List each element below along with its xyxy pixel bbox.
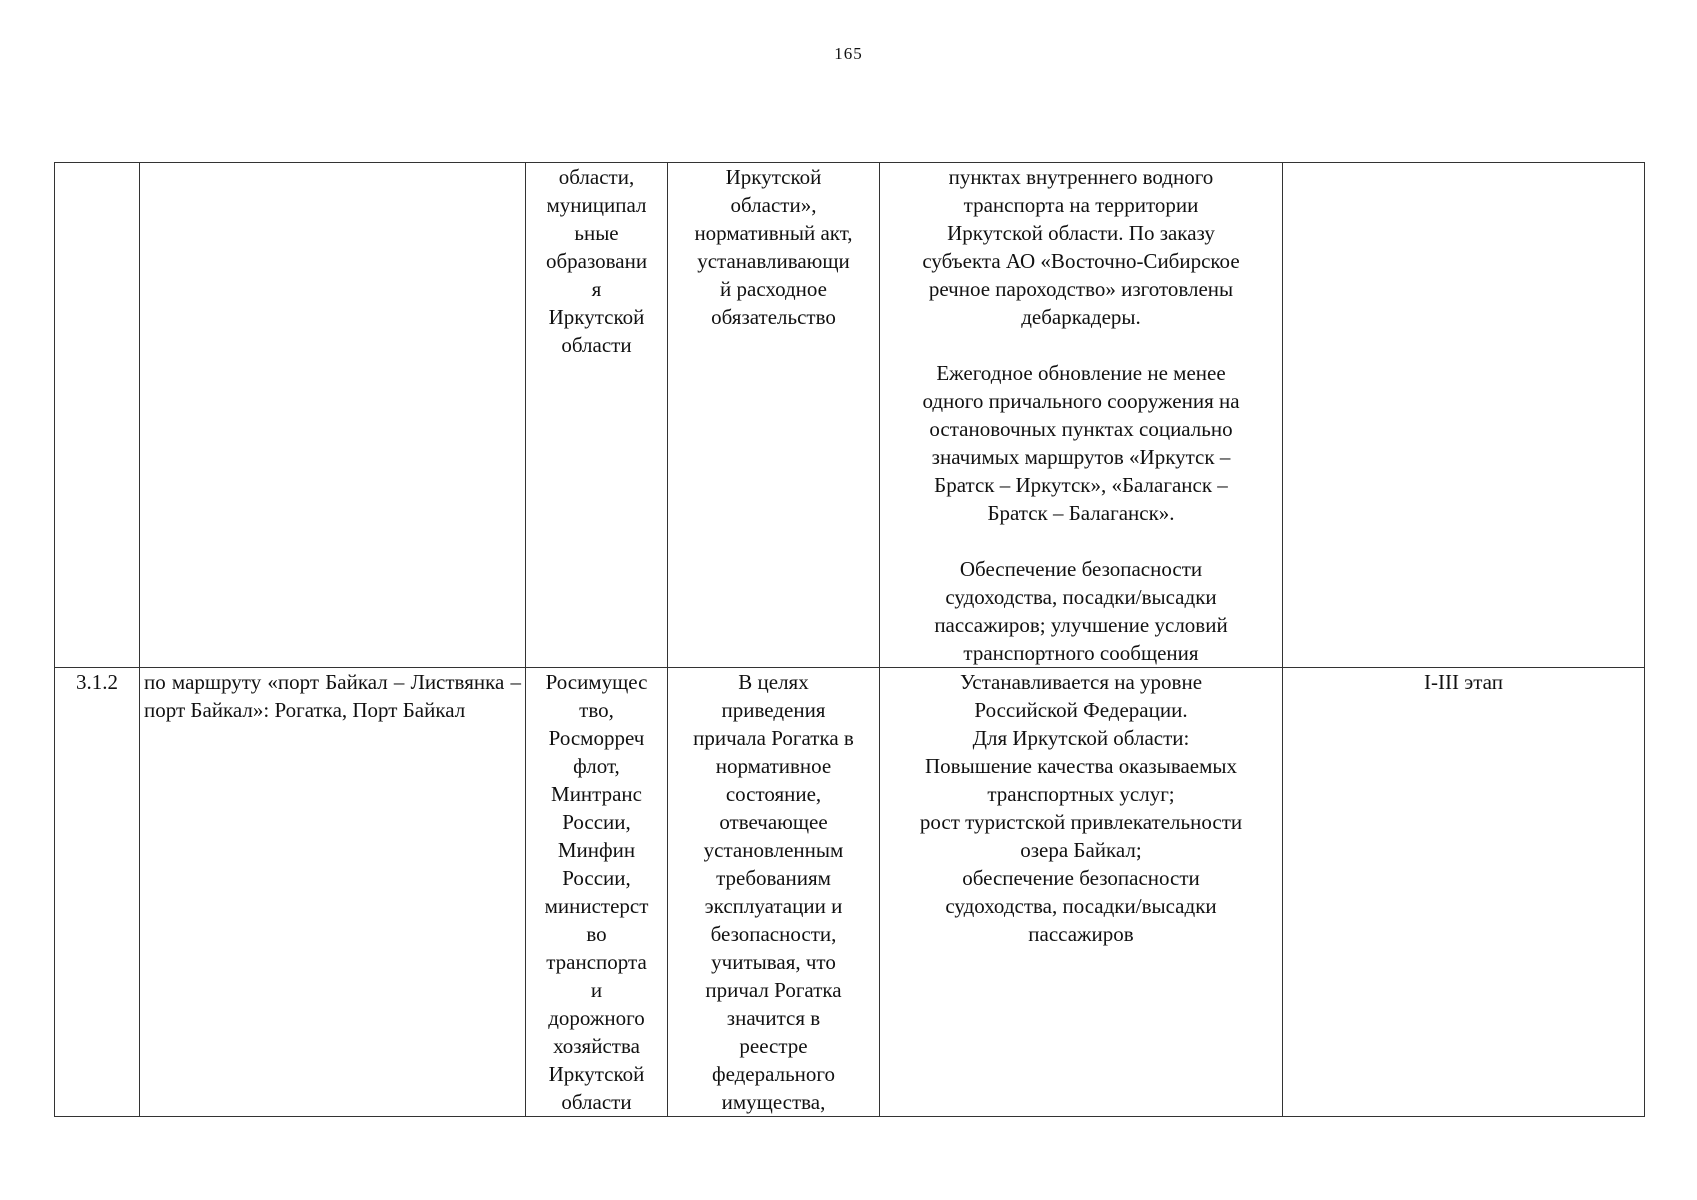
cell-legal-basis: В целях приведения причала Рогатка в нормативное состояние, отвечающее установленным требованиям эксплуатации и безопасности, учитывая, что причал Рогатка значится в реестре федерального имущества, bbox=[668, 668, 880, 1117]
cell-stage bbox=[1283, 163, 1645, 668]
cell-number bbox=[55, 163, 140, 668]
cell-measure-name bbox=[140, 163, 526, 668]
page-number: 165 bbox=[834, 44, 863, 63]
cell-legal-basis: Иркутской области», нормативный акт, устанавливающи й расходное обязательство bbox=[668, 163, 880, 668]
table-row bbox=[55, 668, 1645, 1117]
cell-expected-result bbox=[880, 163, 1283, 668]
result-paragraph: Ежегодное обновление не менее одного причального сооружения на остановочных пунктах социально значимых маршрутов «Иркутск – Братск – Иркутск», «Балаганск – Братск – Балаганск». bbox=[922, 361, 1240, 525]
table-row bbox=[55, 163, 1645, 668]
cell-executor: области, муниципал ьные образовани я Иркутской области bbox=[526, 163, 668, 668]
cell-stage: I-III этап bbox=[1283, 668, 1645, 1117]
result-paragraph: Устанавливается на уровне Российской Федерации. Для Иркутской области: Повышение качества оказываемых транспортных услуг; рост туристской привлекательности озера Байкал; обеспечение безопасности судоходства, посадки/высадки пассажиров bbox=[919, 670, 1243, 946]
cell-executor: Росимущес тво, Росморреч флот, Минтранс России, Минфин России, министерст во транспорта и дорожного хозяйства Иркутской области bbox=[526, 668, 668, 1117]
measures-table bbox=[54, 162, 1645, 1117]
result-paragraph: Обеспечение безопасности судоходства, посадки/высадки пассажиров; улучшение условий транспортного сообщения bbox=[934, 557, 1228, 665]
cell-measure-name: по маршруту «порт Байкал – Листвянка – порт Байкал»: Рогатка, Порт Байкал bbox=[140, 668, 526, 1117]
cell-number: 3.1.2 bbox=[55, 668, 140, 1117]
result-paragraph: пунктах внутреннего водного транспорта на территории Иркутской области. По заказу субъекта АО «Восточно-Сибирское речное пароходство» изготовлены дебаркадеры. bbox=[922, 165, 1240, 329]
cell-expected-result bbox=[880, 668, 1283, 1117]
